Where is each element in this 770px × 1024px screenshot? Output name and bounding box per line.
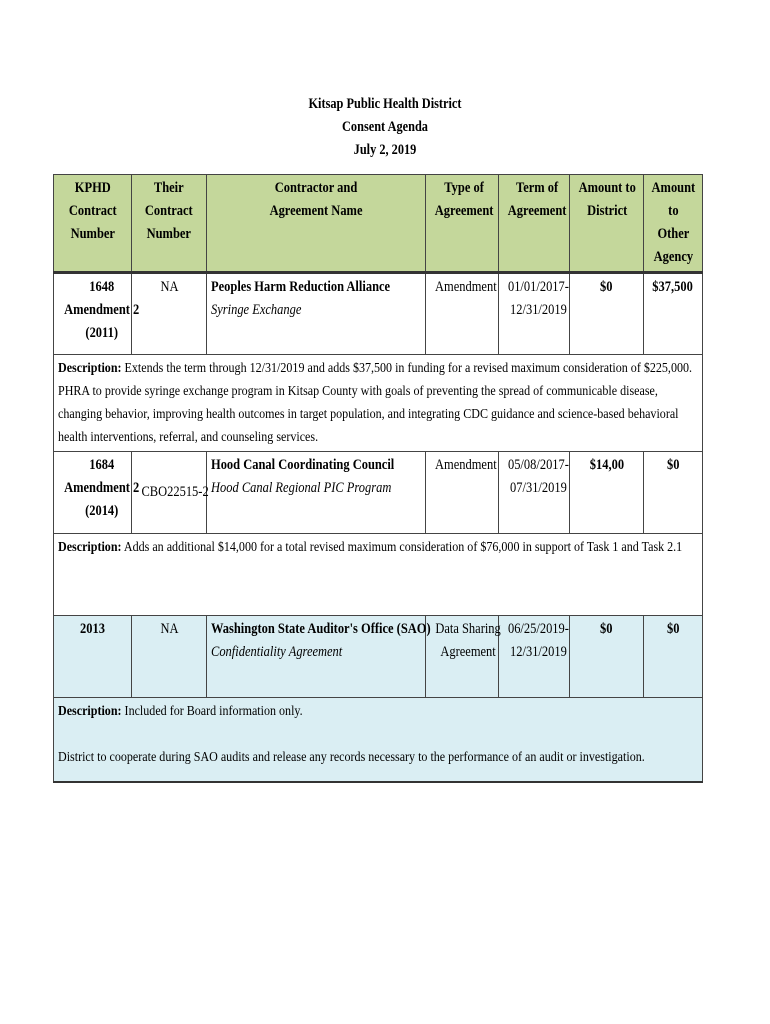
their-contract-cell: NA (132, 616, 207, 698)
description-extra-text: District to cooperate during SAO audits and release any records necessary to the performance of an audit or investigation. (58, 750, 645, 765)
column-header-contractor: Contractor and Agreement Name (207, 175, 426, 273)
description-text: Extends the term through 12/31/2019 and adds $37,500 in funding for a revised maximum consideration of $225,000. PHRA to provide syringe exchange program in Kitsap County with goals of preventing the spread of communicable disease, changing behavior, improving health outcomes in target population, and integrating CDC guidance and science-based behavioral health interventions, referral, and counseling services. (58, 361, 693, 445)
document-header (0, 93, 770, 162)
table-row (54, 616, 703, 698)
contractor-cell (207, 452, 426, 534)
contractor-cell (207, 273, 426, 355)
description-cell (54, 698, 703, 782)
term-cell: 05/08/2017- 07/31/2019 (499, 452, 570, 534)
description-row (54, 355, 703, 452)
org-name: Kitsap Public Health District (308, 96, 462, 112)
amount-district-cell: $0 (570, 616, 644, 698)
agreement-type-cell: Data Sharing Agreement (426, 616, 499, 698)
agenda-date: July 2, 2019 (353, 142, 417, 158)
description-label: Description: (58, 540, 122, 555)
kphd-contract-cell: 2013 (54, 616, 132, 698)
column-header-term: Term of Agreement (499, 175, 570, 273)
column-header-amount-other: Amount to Other Agency (644, 175, 703, 273)
amount-other-cell: $37,500 (644, 273, 703, 355)
agreement-name: Confidentiality Agreement (211, 644, 343, 660)
contractor-cell (207, 616, 431, 698)
amount-district-cell: $14,00 (570, 452, 644, 534)
description-label: Description: (58, 361, 122, 376)
description-text: Included for Board information only. (124, 704, 303, 719)
column-header-their-contract: Their Contract Number (132, 175, 207, 273)
column-header-type: Type of Agreement (426, 175, 499, 273)
contractor-name: Washington State Auditor's Office (SAO) (211, 621, 431, 637)
description-cell (54, 355, 703, 452)
amount-district-cell: $0 (570, 273, 644, 355)
description-cell (54, 534, 703, 616)
contractor-name: Hood Canal Coordinating Council (211, 457, 395, 473)
kphd-contract-cell: 1684 Amendment 2 (2014) (54, 452, 132, 534)
description-row (54, 534, 703, 616)
amount-other-cell: $0 (644, 616, 703, 698)
column-header-amount-district: Amount to District (570, 175, 644, 273)
kphd-contract-cell: 1648 Amendment 2 (2011) (54, 273, 132, 355)
table-header-row (54, 175, 703, 273)
their-contract-cell: NA (132, 273, 207, 355)
term-cell: 06/25/2019- 12/31/2019 (499, 616, 570, 698)
description-label: Description: (58, 704, 122, 719)
agenda-title: Consent Agenda (342, 119, 428, 135)
agreement-type-cell: Amendment (426, 273, 499, 355)
their-contract-cell: CBO22515-2 (132, 452, 207, 534)
description-row (54, 698, 703, 782)
agreement-name: Hood Canal Regional PIC Program (211, 480, 392, 496)
term-cell: 01/01/2017- 12/31/2019 (499, 273, 570, 355)
agreement-type-cell: Amendment (426, 452, 499, 534)
description-text: Adds an additional $14,000 for a total revised maximum consideration of $76,000 in support of Task 1 and Task 2.1 (123, 540, 683, 555)
agreement-name: Syringe Exchange (211, 302, 302, 318)
contractor-name: Peoples Harm Reduction Alliance (211, 279, 391, 295)
table-row (54, 273, 703, 355)
column-header-kphd-contract: KPHD Contract Number (54, 175, 132, 273)
table-row (54, 452, 703, 534)
amount-other-cell: $0 (644, 452, 703, 534)
consent-agenda-table (53, 174, 703, 783)
